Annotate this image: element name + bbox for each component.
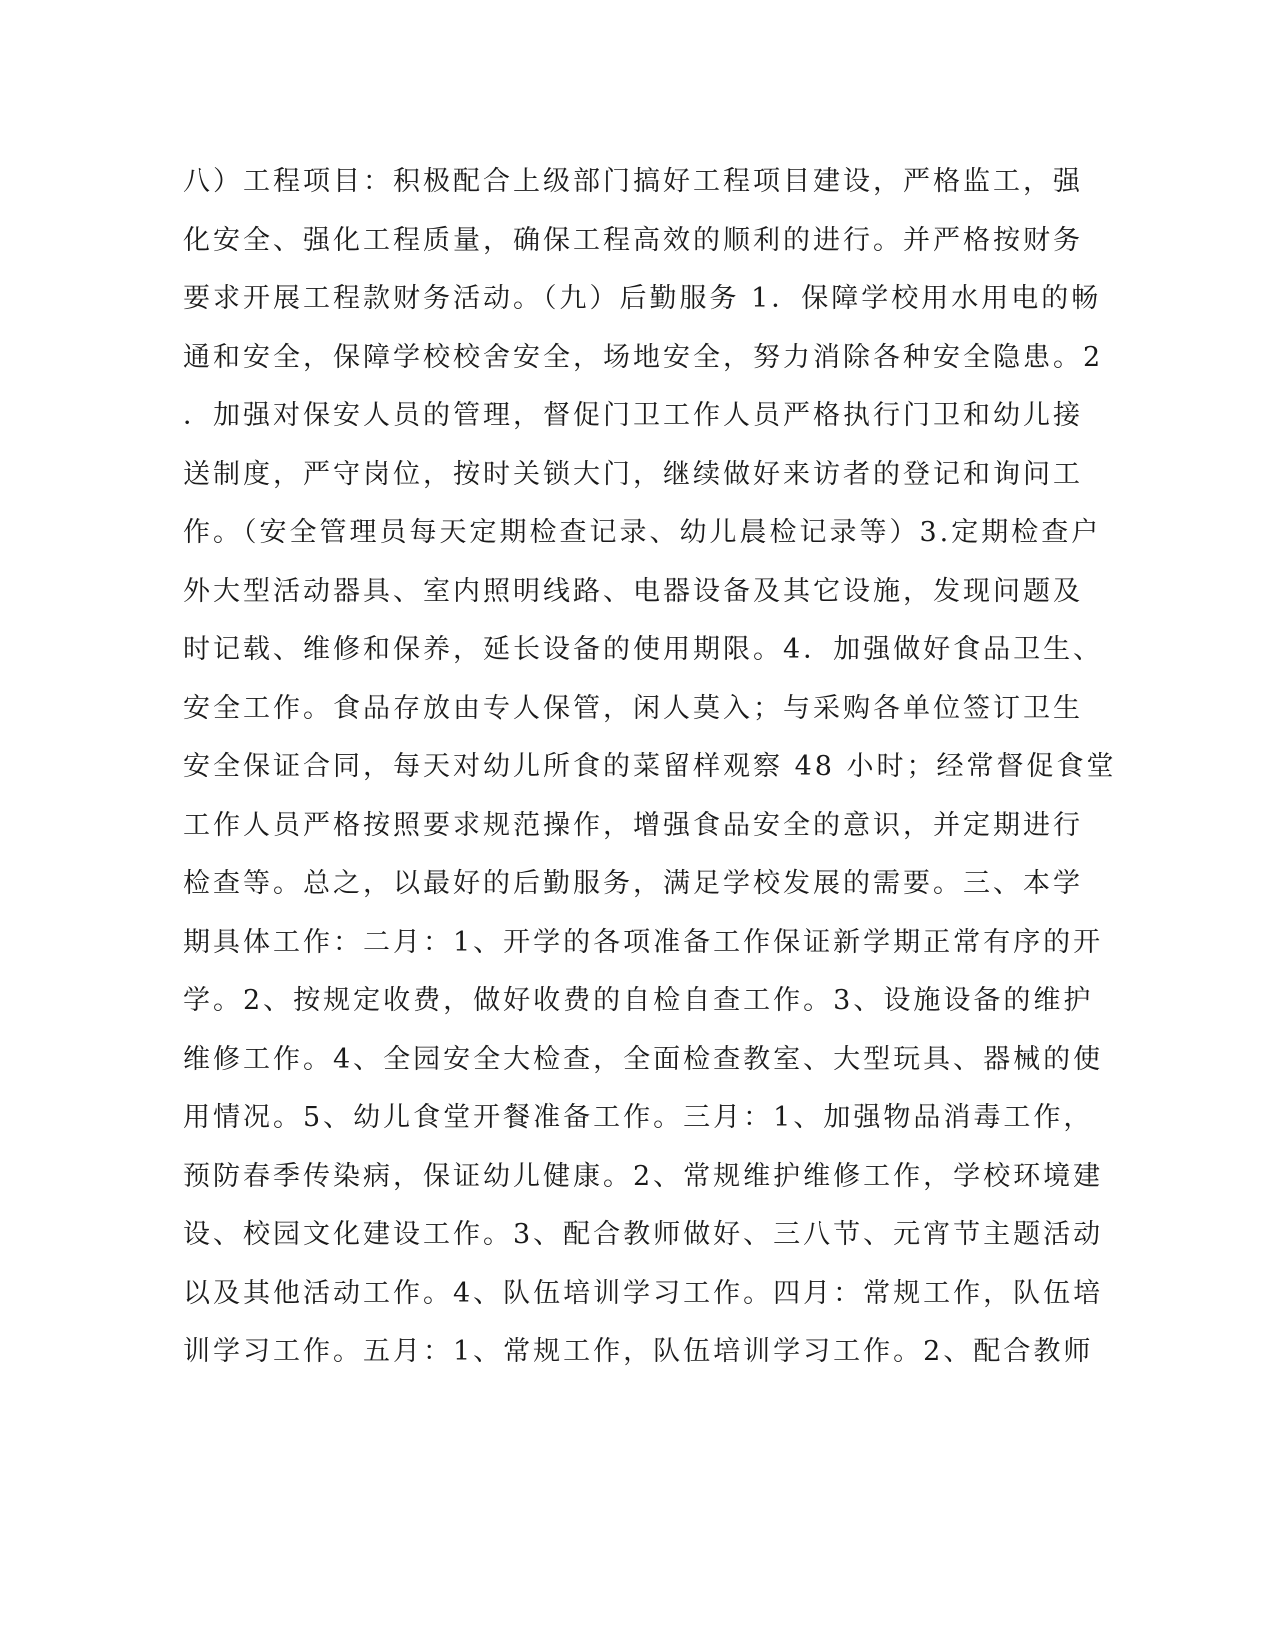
text-line: 检查等。总之，以最好的后勤服务，满足学校发展的需要。三、本学 xyxy=(183,868,1083,899)
text-line: 预防春季传染病，保证幼儿健康。2、常规维护维修工作，学校环境建 xyxy=(183,1160,1104,1192)
text-line: 要求开展工程款财务活动。（九）后勤服务 1．保障学校用水用电的畅 xyxy=(183,283,1102,314)
text-line: 期具体工作：二月：1、开学的各项准备工作保证新学期正常有序的开 xyxy=(183,926,1104,958)
text-line: 以及其他活动工作。4、队伍培训学习工作。四月：常规工作，队伍培 xyxy=(183,1277,1104,1309)
text-line: 送制度，严守岗位，按时关锁大门，继续做好来访者的登记和询问工 xyxy=(183,458,1083,490)
text-line: 训学习工作。五月：1、常规工作，队伍培训学习工作。2、配合教师 xyxy=(183,1336,1094,1367)
text-line: 安全保证合同，每天对幼儿所食的菜留样观察 48 小时；经常督促食堂 xyxy=(183,751,1117,782)
text-line: 通和安全，保障学校校舍安全，场地安全，努力消除各种安全隐患。2 xyxy=(183,341,1104,373)
text-line: 工作人员严格按照要求规范操作，增强食品安全的意识，并定期进行 xyxy=(183,809,1083,841)
text-line: 维修工作。4、全园安全大检查，全面检查教室、大型玩具、器械的使 xyxy=(183,1043,1104,1075)
text-line: 化安全、强化工程质量，确保工程高效的顺利的进行。并严格按财务 xyxy=(183,224,1083,256)
text-line: 用情况。5、幼儿食堂开餐准备工作。三月：1、加强物品消毒工作， xyxy=(183,1102,1094,1133)
text-line: 八）工程项目：积极配合上级部门搞好工程项目建设，严格监工，强 xyxy=(183,166,1083,197)
text-line: 安全工作。食品存放由专人保管，闲人莫入；与采购各单位签订卫生 xyxy=(183,692,1083,724)
text-line: 作。（安全管理员每天定期检查记录、幼儿晨检记录等）3.定期检查户 xyxy=(183,517,1102,548)
body-text xyxy=(183,160,1117,1389)
text-line: 外大型活动器具、室内照明线路、电器设备及其它设施，发现问题及 xyxy=(183,575,1083,607)
text-line: 学。2、按规定收费，做好收费的自检自查工作。3、设施设备的维护 xyxy=(183,985,1094,1016)
text-line: 时记载、维修和保养，延长设备的使用期限。4．加强做好食品卫生、 xyxy=(183,634,1104,665)
text-line: ．加强对保安人员的管理，督促门卫工作人员严格执行门卫和幼儿接 xyxy=(183,400,1083,431)
text-line: 设、校园文化建设工作。3、配合教师做好、三八节、元宵节主题活动 xyxy=(183,1219,1104,1250)
